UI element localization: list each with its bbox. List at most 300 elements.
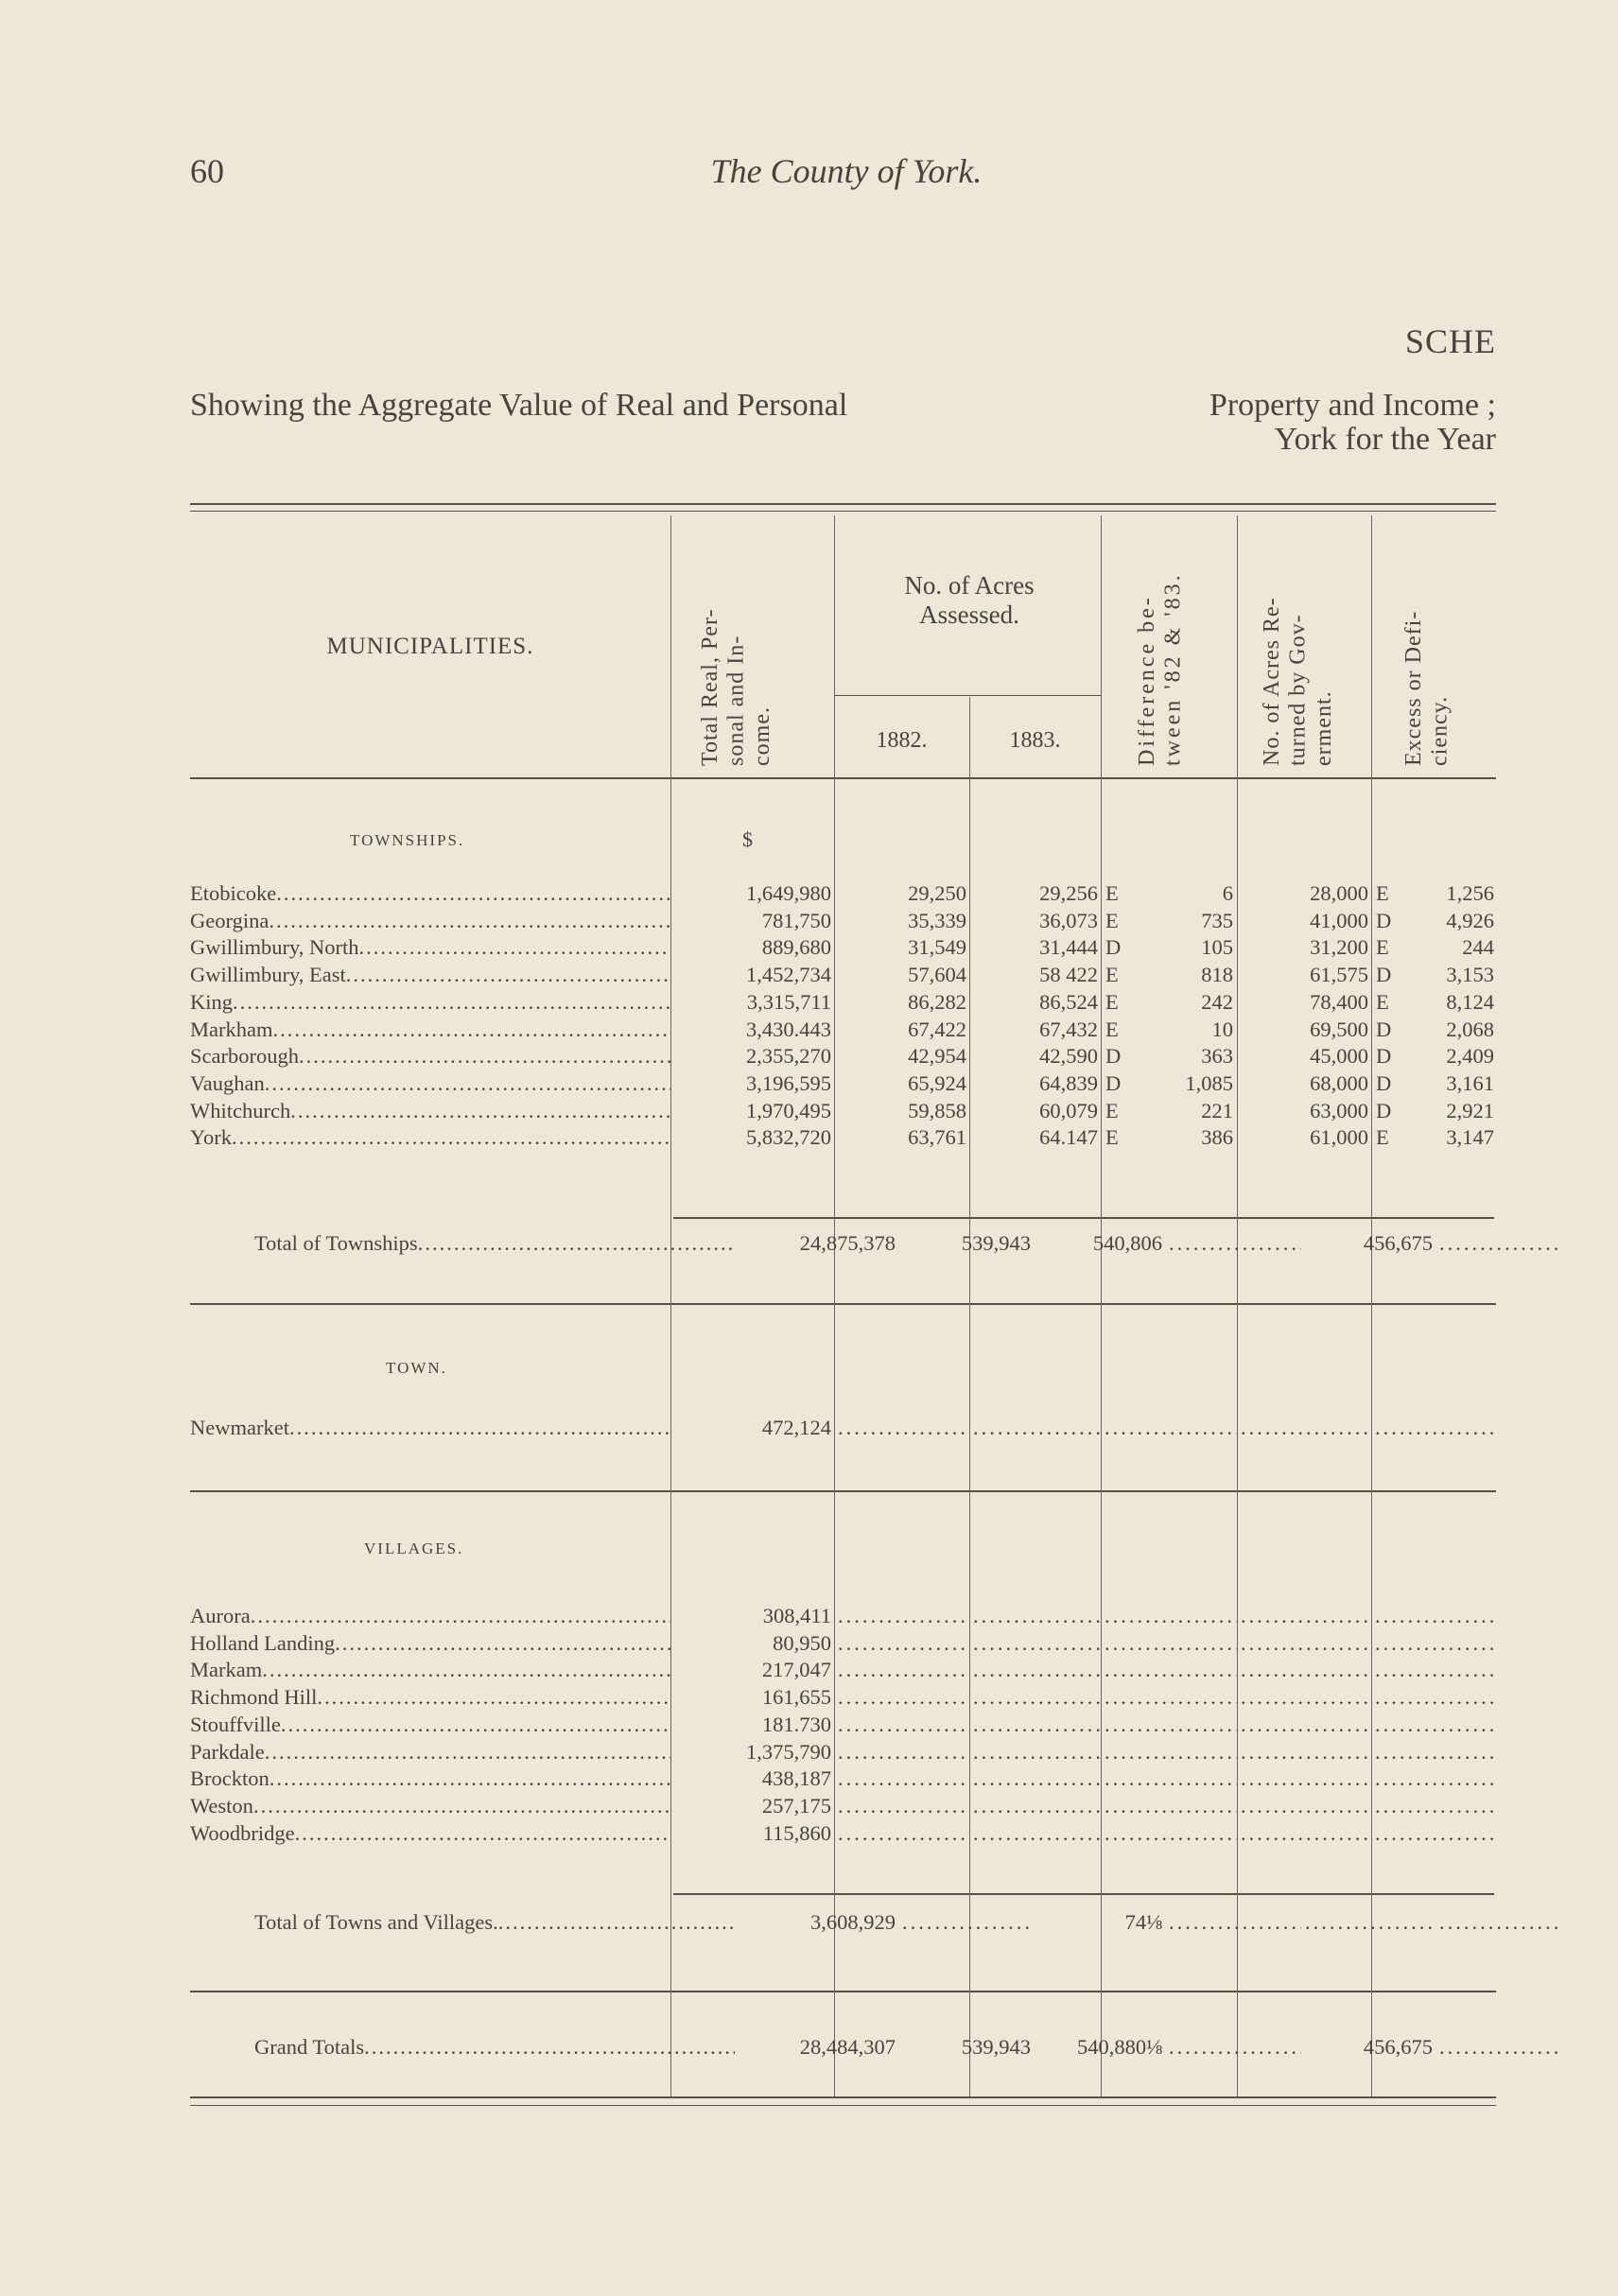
excess-deficiency bbox=[1371, 1097, 1496, 1124]
empty-cell bbox=[969, 1711, 1101, 1738]
type-letter: D bbox=[1376, 1017, 1392, 1041]
empty-cell bbox=[1435, 2033, 1560, 2061]
total-value: 5,832,720 bbox=[746, 1125, 831, 1150]
empty-cell bbox=[969, 1629, 1101, 1657]
subtitle-left: Showing the Aggregate Value of Real and Personal bbox=[190, 388, 848, 423]
acres-1882: 67,422 bbox=[908, 1017, 966, 1041]
municipality-cell bbox=[190, 1765, 670, 1792]
dot-leader bbox=[290, 1097, 670, 1124]
acres-1882: 57,604 bbox=[908, 963, 966, 987]
excess-deficiency bbox=[1371, 961, 1496, 988]
table-row bbox=[190, 1070, 1496, 1097]
dot-leader bbox=[346, 961, 670, 988]
empty-cell bbox=[969, 1819, 1101, 1847]
rule bbox=[190, 2096, 1496, 2098]
total-value: 1,375,790 bbox=[746, 1739, 831, 1764]
table-row bbox=[190, 1765, 1496, 1792]
total-value: 3,430.443 bbox=[746, 1017, 831, 1041]
column-rule bbox=[670, 515, 671, 2096]
empty-cell bbox=[1101, 1765, 1237, 1792]
table-row bbox=[190, 1792, 1496, 1819]
empty-cell bbox=[1435, 1908, 1560, 1936]
total-value: 472,124 bbox=[761, 1416, 831, 1439]
acres-1883: 36,073 bbox=[1039, 908, 1098, 932]
municipality-name: Etobicoke bbox=[190, 881, 277, 905]
dot-leader bbox=[265, 1738, 670, 1765]
gov-acres: 45,000 bbox=[1310, 1044, 1368, 1069]
total-value: 438,187 bbox=[761, 1766, 831, 1791]
municipality-name: Georgina bbox=[190, 908, 270, 932]
acres-1882: 59,858 bbox=[908, 1098, 966, 1122]
header-line: Total Real, Per- bbox=[698, 608, 722, 766]
empty-cell bbox=[1237, 1765, 1371, 1792]
table-row bbox=[190, 1042, 1496, 1070]
header-total-value bbox=[698, 522, 776, 766]
municipality-name: Stouffville bbox=[190, 1712, 281, 1736]
dot-leader bbox=[262, 1656, 670, 1683]
difference bbox=[1101, 907, 1237, 934]
section-townships: TOWNSHIPS. bbox=[350, 831, 465, 849]
empty-cell bbox=[1371, 1738, 1496, 1765]
header-excess bbox=[1401, 522, 1453, 766]
value: 1,085 bbox=[1185, 1070, 1233, 1095]
municipality-name: Gwillimbury, East bbox=[190, 963, 346, 987]
empty-cell bbox=[969, 1738, 1101, 1765]
dot-leader bbox=[265, 1070, 670, 1097]
table-row bbox=[190, 879, 1496, 907]
empty-cell bbox=[1237, 1711, 1371, 1738]
acres-1883: 29,256 bbox=[1039, 881, 1098, 905]
rule bbox=[190, 1490, 1496, 1492]
excess-deficiency bbox=[1371, 1123, 1496, 1151]
total-value: 308,411 bbox=[762, 1604, 831, 1627]
total-value: 24,875,378 bbox=[799, 1231, 896, 1255]
type-letter: E bbox=[1105, 989, 1119, 1014]
empty-cell bbox=[1165, 2033, 1301, 2061]
header-line: turned by Gov- bbox=[1285, 614, 1311, 766]
type-letter: E bbox=[1105, 963, 1119, 987]
gov-acres: 28,000 bbox=[1310, 881, 1368, 905]
municipality-name: York bbox=[190, 1125, 232, 1150]
municipality-cell bbox=[190, 1229, 735, 1257]
acres-1882: 65,924 bbox=[908, 1070, 966, 1095]
total-value: 257,175 bbox=[761, 1793, 831, 1818]
empty-cell bbox=[969, 1656, 1101, 1683]
empty-cell bbox=[834, 1656, 969, 1683]
section-town: TOWN. bbox=[386, 1359, 447, 1377]
value: 6 bbox=[1222, 881, 1233, 905]
total-row bbox=[190, 1908, 1560, 1936]
type-letter: E bbox=[1105, 1098, 1119, 1122]
acres-1883: 540,880⅛ bbox=[1077, 2035, 1162, 2059]
rule bbox=[190, 1991, 1496, 1992]
column-rule bbox=[1237, 515, 1238, 2096]
header-line: tween '82 & '83. bbox=[1160, 572, 1186, 766]
type-letter: E bbox=[1376, 989, 1389, 1014]
header-line: erment. bbox=[1312, 690, 1337, 766]
empty-cell bbox=[1371, 1792, 1496, 1819]
table-row bbox=[190, 988, 1496, 1016]
dot-leader bbox=[269, 907, 670, 934]
municipality-cell bbox=[190, 907, 670, 934]
dot-leader bbox=[335, 1629, 670, 1657]
dot-leader bbox=[498, 1908, 735, 1936]
empty-cell bbox=[969, 1602, 1101, 1629]
header-line: sonal and In- bbox=[723, 635, 749, 766]
municipality-name: Woodbridge bbox=[190, 1820, 295, 1845]
table-row bbox=[190, 1629, 1496, 1657]
municipality-name: Grand Totals bbox=[254, 2035, 365, 2059]
schedule-label: SCHE bbox=[1404, 322, 1496, 360]
table-row bbox=[190, 1123, 1496, 1151]
difference bbox=[1101, 933, 1237, 961]
municipality-cell bbox=[190, 1792, 670, 1819]
total-value: 3,315,711 bbox=[746, 989, 831, 1014]
dot-leader bbox=[295, 1819, 670, 1847]
type-letter: D bbox=[1376, 1044, 1392, 1069]
total-value: 1,970,495 bbox=[746, 1098, 831, 1122]
municipality-cell bbox=[190, 933, 670, 961]
gov-acres: 41,000 bbox=[1310, 908, 1368, 932]
subtitle-right: Property and Income ; bbox=[1209, 388, 1496, 423]
value: 8,124 bbox=[1446, 989, 1494, 1014]
difference bbox=[1101, 1097, 1237, 1124]
municipality-cell bbox=[190, 1042, 670, 1070]
municipality-name: Parkdale bbox=[190, 1739, 265, 1764]
table-row bbox=[190, 1414, 1496, 1441]
gov-acres: 61,000 bbox=[1310, 1125, 1368, 1150]
type-letter: D bbox=[1376, 1070, 1392, 1095]
empty-cell bbox=[1237, 1738, 1371, 1765]
municipality-cell bbox=[190, 1656, 670, 1683]
empty-cell bbox=[1237, 1792, 1371, 1819]
empty-cell bbox=[1101, 1711, 1237, 1738]
empty-cell bbox=[1371, 1711, 1496, 1738]
total-value: 3,608,929 bbox=[810, 1910, 896, 1934]
type-letter: E bbox=[1105, 881, 1119, 905]
municipality-cell bbox=[190, 1602, 670, 1629]
acres-1882: 86,282 bbox=[908, 989, 966, 1014]
table-row bbox=[190, 1656, 1496, 1683]
municipality-cell bbox=[190, 961, 670, 988]
value: 3,153 bbox=[1446, 963, 1494, 987]
empty-cell bbox=[834, 1711, 969, 1738]
excess-deficiency bbox=[1371, 907, 1496, 934]
municipality-name: Aurora bbox=[190, 1604, 251, 1627]
empty-cell bbox=[1371, 1765, 1496, 1792]
header-acres-assessed: No. of Acres Assessed. bbox=[904, 571, 1035, 630]
rule bbox=[190, 777, 1496, 779]
empty-cell bbox=[1237, 1819, 1371, 1847]
acres-1882: 42,954 bbox=[908, 1044, 966, 1069]
municipality-name: Vaughan bbox=[190, 1070, 265, 1095]
rule bbox=[190, 503, 1496, 505]
dot-leader bbox=[272, 1016, 670, 1043]
acres-1882: 63,761 bbox=[908, 1125, 966, 1150]
table-row bbox=[190, 1683, 1496, 1711]
acres-1883: 42,590 bbox=[1039, 1044, 1098, 1069]
table-row bbox=[190, 1738, 1496, 1765]
grand-total-row bbox=[190, 2033, 1560, 2061]
gov-acres: 69,500 bbox=[1310, 1017, 1368, 1041]
header-difference bbox=[1135, 522, 1187, 766]
difference bbox=[1101, 1016, 1237, 1043]
empty-cell bbox=[969, 1792, 1101, 1819]
empty-cell bbox=[1101, 1602, 1237, 1629]
dot-leader bbox=[276, 879, 670, 907]
gov-acres: 31,200 bbox=[1310, 935, 1368, 960]
dot-leader bbox=[364, 2033, 735, 2061]
table-row bbox=[190, 1711, 1496, 1738]
empty-cell bbox=[1371, 1656, 1496, 1683]
acres-1883: 60,079 bbox=[1039, 1098, 1098, 1122]
empty-cell bbox=[834, 1819, 969, 1847]
gov-acres: 456,675 bbox=[1363, 1231, 1433, 1255]
municipality-name: Brockton bbox=[190, 1766, 270, 1791]
empty-cell bbox=[1237, 1656, 1371, 1683]
header-line: come. bbox=[750, 706, 775, 766]
empty-cell bbox=[1101, 1629, 1237, 1657]
municipality-cell bbox=[190, 1683, 670, 1711]
empty-cell bbox=[1101, 1792, 1237, 1819]
value: 244 bbox=[1462, 935, 1494, 960]
column-rule bbox=[1371, 515, 1372, 2096]
difference bbox=[1101, 1042, 1237, 1070]
table-row bbox=[190, 1097, 1496, 1124]
table-row bbox=[190, 961, 1496, 988]
total-value: 181.730 bbox=[761, 1712, 831, 1736]
acres-1883: 58 422 bbox=[1039, 963, 1098, 987]
type-letter: E bbox=[1376, 935, 1389, 960]
dot-leader bbox=[317, 1683, 670, 1711]
empty-cell bbox=[1165, 1229, 1301, 1257]
type-letter: E bbox=[1105, 1125, 1119, 1150]
difference bbox=[1101, 961, 1237, 988]
empty-cell bbox=[1301, 1908, 1435, 1936]
section-villages: VILLAGES. bbox=[364, 1539, 464, 1557]
municipality-cell bbox=[190, 1414, 670, 1441]
dollar-sign: $ bbox=[742, 827, 755, 851]
municipality-name: Total of Townships bbox=[254, 1231, 418, 1255]
value: 735 bbox=[1201, 908, 1233, 932]
dot-leader bbox=[418, 1229, 735, 1257]
gov-acres: 68,000 bbox=[1310, 1070, 1368, 1095]
table-row bbox=[190, 1602, 1496, 1629]
empty-cell bbox=[1101, 1683, 1237, 1711]
total-value: 28,484,307 bbox=[799, 2035, 896, 2059]
acres-1882: 31,549 bbox=[908, 935, 966, 960]
subtitle-line-2: York for the Year bbox=[1274, 422, 1496, 457]
acres-1883: 540,806 bbox=[1092, 1231, 1162, 1255]
municipality-name: Gwillimbury, North bbox=[190, 935, 359, 960]
municipality-cell bbox=[190, 988, 670, 1016]
type-letter: E bbox=[1105, 1017, 1119, 1041]
dot-leader bbox=[281, 1711, 670, 1738]
total-row bbox=[190, 1229, 1560, 1257]
gov-acres: 63,000 bbox=[1310, 1098, 1368, 1122]
empty-cell bbox=[1237, 1602, 1371, 1629]
type-letter: D bbox=[1376, 963, 1392, 987]
acres-1883: 31,444 bbox=[1039, 935, 1098, 960]
municipality-cell bbox=[190, 879, 670, 907]
acres-1882: 539,943 bbox=[961, 2035, 1031, 2059]
municipality-name: Weston bbox=[190, 1793, 253, 1818]
dot-leader bbox=[270, 1765, 670, 1792]
value: 221 bbox=[1201, 1098, 1233, 1122]
municipality-cell bbox=[190, 1016, 670, 1043]
acres-1883: 86,524 bbox=[1039, 989, 1098, 1014]
empty-cell bbox=[1101, 1819, 1237, 1847]
value: 10 bbox=[1211, 1017, 1233, 1041]
running-head: The County of York. bbox=[710, 152, 983, 190]
excess-deficiency bbox=[1371, 879, 1496, 907]
difference bbox=[1101, 1123, 1237, 1151]
empty-cell bbox=[1435, 1229, 1560, 1257]
column-rule bbox=[1101, 515, 1102, 2096]
empty-cell bbox=[1237, 1683, 1371, 1711]
total-value: 80,950 bbox=[773, 1630, 831, 1655]
empty-cell bbox=[834, 1792, 969, 1819]
municipality-name: Markham bbox=[190, 1017, 273, 1041]
type-letter: D bbox=[1376, 908, 1392, 932]
type-letter: D bbox=[1105, 1070, 1122, 1095]
header-gov-acres bbox=[1260, 522, 1338, 766]
header-line: No. of Acres Re- bbox=[1260, 597, 1284, 766]
municipality-name: Richmond Hill bbox=[190, 1685, 318, 1710]
value: 105 bbox=[1201, 935, 1233, 960]
page-number: 60 bbox=[190, 152, 224, 190]
rule bbox=[834, 695, 1101, 696]
gov-acres: 456,675 bbox=[1363, 2035, 1433, 2059]
empty-cell bbox=[1101, 1414, 1237, 1441]
municipality-name: King bbox=[190, 989, 233, 1014]
rule bbox=[190, 2105, 1496, 2106]
empty-cell bbox=[1371, 1819, 1496, 1847]
gov-acres: 78,400 bbox=[1310, 989, 1368, 1014]
subtitle-line-1 bbox=[190, 388, 1496, 424]
value: 2,409 bbox=[1446, 1044, 1494, 1069]
total-value: 115,860 bbox=[762, 1820, 831, 1845]
dot-leader bbox=[299, 1042, 670, 1070]
header-line: Excess or Defi- bbox=[1401, 610, 1426, 766]
table-row bbox=[190, 933, 1496, 961]
acres-1883: 67,432 bbox=[1039, 1017, 1098, 1041]
value: 1,256 bbox=[1446, 881, 1494, 905]
municipality-name: Newmarket bbox=[190, 1416, 289, 1439]
header-1882: 1882. bbox=[876, 728, 928, 753]
gov-acres: 61,575 bbox=[1310, 963, 1368, 987]
value: 2,068 bbox=[1446, 1017, 1494, 1041]
total-value: 889,680 bbox=[761, 935, 831, 960]
table-row bbox=[190, 907, 1496, 934]
empty-cell bbox=[1371, 1683, 1496, 1711]
municipality-cell bbox=[190, 1738, 670, 1765]
municipality-cell bbox=[190, 1123, 670, 1151]
total-value: 1,452,734 bbox=[746, 963, 831, 987]
empty-cell bbox=[898, 1908, 1034, 1936]
value: 386 bbox=[1201, 1125, 1233, 1150]
empty-cell bbox=[1101, 1656, 1237, 1683]
empty-cell bbox=[834, 1602, 969, 1629]
dot-leader bbox=[253, 1792, 670, 1819]
difference bbox=[1101, 988, 1237, 1016]
type-letter: E bbox=[1105, 908, 1119, 932]
total-value: 217,047 bbox=[761, 1658, 831, 1682]
excess-deficiency bbox=[1371, 933, 1496, 961]
total-value: 1,649,980 bbox=[746, 881, 831, 905]
excess-deficiency bbox=[1371, 988, 1496, 1016]
type-letter: D bbox=[1105, 1044, 1122, 1069]
rule bbox=[190, 511, 1496, 512]
empty-cell bbox=[1371, 1629, 1496, 1657]
dot-leader bbox=[359, 933, 670, 961]
total-value: 2,355,270 bbox=[746, 1044, 831, 1069]
difference bbox=[1101, 879, 1237, 907]
acres-1883: 64,839 bbox=[1039, 1070, 1098, 1095]
total-value: 161,655 bbox=[761, 1685, 831, 1710]
excess-deficiency bbox=[1371, 1042, 1496, 1070]
value: 3,147 bbox=[1446, 1125, 1494, 1150]
empty-cell bbox=[1371, 1602, 1496, 1629]
empty-cell bbox=[1237, 1414, 1371, 1441]
type-letter: E bbox=[1376, 881, 1389, 905]
municipality-cell bbox=[190, 1819, 670, 1847]
municipality-cell bbox=[190, 1070, 670, 1097]
empty-cell bbox=[969, 1683, 1101, 1711]
table-row bbox=[190, 1819, 1496, 1847]
header-municipalities: MUNICIPALITIES. bbox=[326, 634, 534, 659]
dot-leader bbox=[251, 1602, 670, 1629]
municipality-name: Holland Landing bbox=[190, 1630, 336, 1655]
empty-cell bbox=[834, 1414, 969, 1441]
empty-cell bbox=[834, 1629, 969, 1657]
municipality-cell bbox=[190, 1711, 670, 1738]
empty-cell bbox=[1165, 1908, 1301, 1936]
empty-cell bbox=[1101, 1738, 1237, 1765]
difference bbox=[1101, 1070, 1237, 1097]
empty-cell bbox=[969, 1765, 1101, 1792]
empty-cell bbox=[834, 1683, 969, 1711]
municipality-cell bbox=[190, 1908, 735, 1936]
type-letter: D bbox=[1376, 1098, 1392, 1122]
excess-deficiency bbox=[1371, 1016, 1496, 1043]
empty-cell bbox=[1371, 1414, 1496, 1441]
value: 363 bbox=[1201, 1044, 1233, 1069]
dot-leader bbox=[232, 1123, 670, 1151]
acres-1883: 64.147 bbox=[1039, 1125, 1098, 1150]
total-value: 781,750 bbox=[761, 908, 831, 932]
header-line: Difference be- bbox=[1135, 595, 1159, 766]
rule bbox=[190, 1303, 1496, 1305]
empty-cell bbox=[1237, 1629, 1371, 1657]
dot-leader bbox=[289, 1414, 670, 1441]
municipality-name: Scarborough bbox=[190, 1044, 299, 1069]
acres-1882: 35,339 bbox=[908, 908, 966, 932]
municipality-cell bbox=[190, 1629, 670, 1657]
municipality-name: Markam bbox=[190, 1658, 263, 1682]
empty-cell bbox=[969, 1414, 1101, 1441]
municipality-name: Whitchurch bbox=[190, 1098, 291, 1122]
value: 3,161 bbox=[1446, 1070, 1494, 1095]
value: 818 bbox=[1201, 963, 1233, 987]
municipality-cell bbox=[190, 2033, 735, 2061]
type-letter: E bbox=[1376, 1125, 1389, 1150]
excess-deficiency bbox=[1371, 1070, 1496, 1097]
value: 4,926 bbox=[1446, 908, 1494, 932]
municipality-name: Total of Towns and Villages. bbox=[254, 1910, 498, 1934]
municipality-cell bbox=[190, 1097, 670, 1124]
table-row bbox=[190, 1016, 1496, 1043]
